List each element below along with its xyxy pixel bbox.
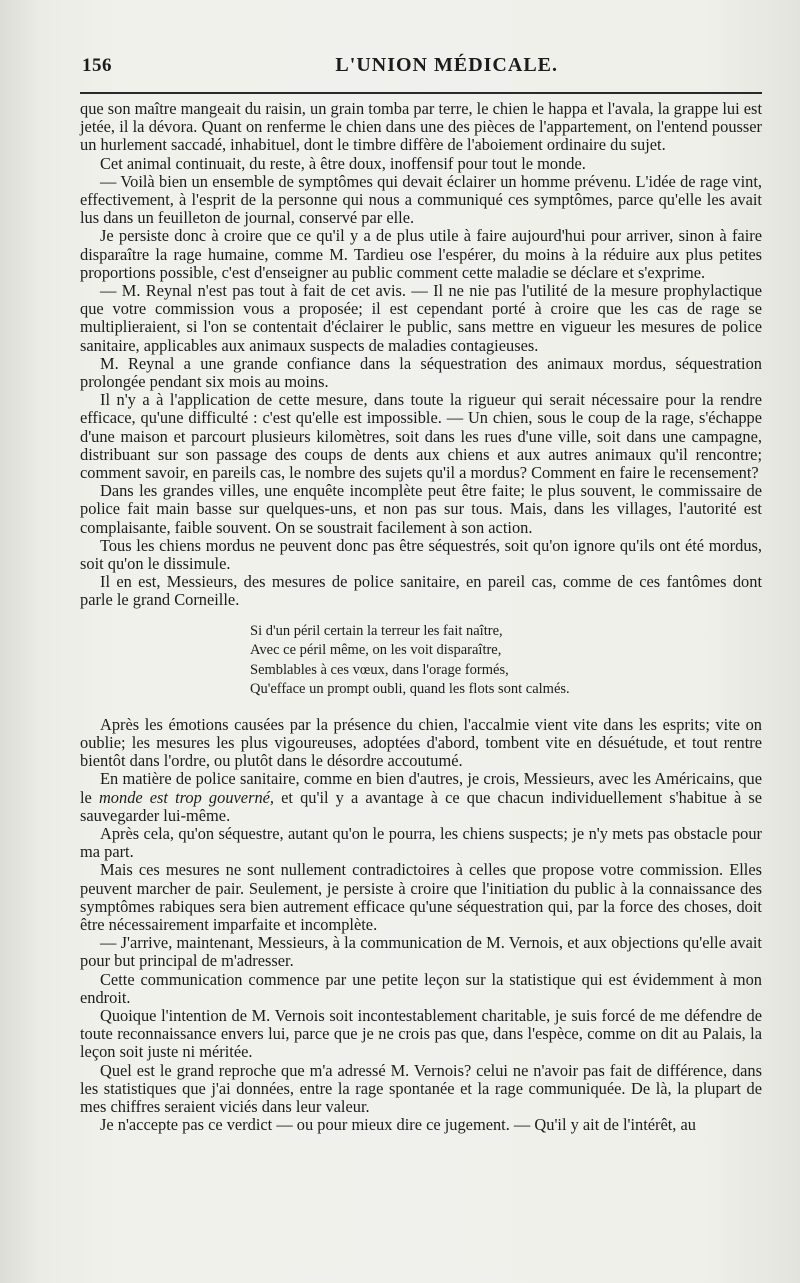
running-title: L'UNION MÉDICALE. [335, 54, 558, 76]
paragraph: — M. Reynal n'est pas tout à fait de cet avis. — Il ne nie pas l'utilité de la mesure prophylactique que votre commission vous a proposée; il est cependant porté à croire que les cas de rage se multiplieraient, si l'on se contentait d'éclairer le public, sans mettre en vigueur les mesures de police sanitaire, applicables aux animaux suspects de maladies contagieuses. [80, 281, 762, 355]
body-text [80, 100, 762, 1134]
page-header [80, 54, 762, 77]
verse-line: Semblables à ces vœux, dans l'orage formés, [250, 661, 509, 678]
verse-line: Qu'efface un prompt oubli, quand les flots sont calmés. [250, 681, 570, 698]
paragraph-with-emphasis [80, 770, 762, 825]
paragraph: Dans les grandes villes, une enquête incomplète peut être faite; le plus souvent, le commissaire de police fait main basse sur quelques-uns, et non pas sur tous. Mais, dans les villages, l'autorité est complaisante, faible souvent. On se soustrait facilement à son action. [80, 481, 762, 537]
paragraph: — J'arrive, maintenant, Messieurs, à la communication de M. Vernois, et aux objections qu'elle avait pour but principal de m'adresser. [80, 933, 762, 971]
paragraph: Mais ces mesures ne sont nullement contradictoires à celles que propose votre commission. Elles peuvent marcher de pair. Seulement, je persiste à croire que l'initiation du public à la connaissance des symptômes rabiques sera bien autrement efficace qu'une séquestration qui, par la force des choses, doit être nécessairement imparfaite et incomplète. [80, 860, 762, 934]
paragraph: Tous les chiens mordus ne peuvent donc pas être séquestrés, soit qu'on ignore qu'ils ont été mordus, soit qu'on le dissimule. [80, 535, 762, 574]
paragraph: Je persiste donc à croire que ce qu'il y a de plus utile à faire aujourd'hui pour arriver, sinon à faire disparaître la rage humaine, comme M. Tardieu ose l'espérer, du moins à la réduire aux plus petites proportions possible, c'est d'enseigner au public comment cette maladie se déclare et s'exprime. [80, 226, 762, 282]
paragraph: Cet animal continuait, du reste, à être doux, inoffensif pour tout le monde. [100, 153, 586, 173]
paragraph: Quoique l'intention de M. Vernois soit incontestablement charitable, je suis forcé de me défendre de toute reconnaissance envers lui, parce que je ne crois pas que, dans l'espèce, comme on dit au Palais, la leçon soit juste ni méritée. [80, 1005, 762, 1062]
verse-quotation [250, 622, 762, 700]
paragraph: — Voilà bien un ensemble de symptômes qui devait éclairer un homme prévenu. L'idée de rage vint, effectivement, à l'esprit de la personne qui nous a communiqué ces symptômes, parce qu'elle les avait lus dans un feuilleton de journal, conservé par elle. [80, 171, 762, 228]
paragraph: Quel est le grand reproche que m'a adressé M. Vernois? celui ne n'avoir pas fait de différence, dans les statistiques que j'ai données, entre la rage spontanée et la rage communiquée. De là, la plupart de mes chiffres seraient viciés dans leur valeur. [80, 1060, 762, 1116]
paragraph: Après cela, qu'on séquestre, autant qu'on le pourra, les chiens suspects; je n'y mets pas obstacle pour ma part. [80, 823, 762, 862]
verse-line: Avec ce péril même, on les voit disparaître, [250, 642, 502, 659]
paragraph: Cette communication commence par une petite leçon sur la statistique qui est évidemment à mon endroit. [80, 969, 762, 1007]
paragraph-text: En matière de police sanitaire, comme en bien d'autres, je crois, Messieurs, avec les Américains, que le [80, 769, 762, 807]
page-number: 156 [82, 55, 112, 76]
paragraph: Après les émotions causées par la présence du chien, l'accalmie vient vite dans les esprits; vite on oublie; les mesures les plus vigoureuses, adoptées d'abord, tombent vite en désuétude, et tout rentre bientôt dans l'ordre, ou plutôt dans le désordre accoutumé. [80, 714, 762, 771]
paragraph: que son maître mangeait du raisin, un grain tomba par terre, le chien le happa et l'avala, la grappe lui est jetée, il la dévora. Quant on renferme le chien dans une des pièces de l'appartement, on l'entend pousser un hurlement saccadé, inhabituel, dont le timbre diffère de l'aboiement ordinaire du sujet. [80, 99, 762, 155]
emphasized-phrase: monde est trop gouverné, [98, 787, 275, 807]
paragraph: Il en est, Messieurs, des mesures de police sanitaire, en pareil cas, comme de ces fantômes dont parle le grand Corneille. [80, 572, 762, 610]
paragraph: Il n'y a à l'application de cette mesure, dans toute la rigueur qui serait nécessaire pour la rendre efficace, qu'une difficulté : c'est qu'elle est impossible. — Un chien, sous le coup de la rage, s'échappe d'une maison et parcourt plusieurs kilomètres, soit dans les rues d'une ville, soit dans une campagne, distribuant sur son passage des coups de dents aux chiens et aux autres animaux qu'il rencontre; comment savoir, en pareils cas, le nombre des sujets qu'il a mordus? Comment en faire le recensement? [80, 390, 762, 483]
paragraph-text: et qu'il y a avantage à ce que chacun individuellement s'habitue à se sauvegarder lui-même. [80, 787, 763, 825]
verse-line: Si d'un péril certain la terreur les fait naître, [250, 622, 503, 639]
header-rule [80, 92, 762, 94]
paragraph: Je n'accepte pas ce verdict — ou pour mieux dire ce jugement. — Qu'il y ait de l'intérêt, au [100, 1115, 696, 1135]
paragraph: M. Reynal a une grande confiance dans la séquestration des animaux mordus, séquestration prolongée pendant six mois au moins. [80, 353, 762, 392]
